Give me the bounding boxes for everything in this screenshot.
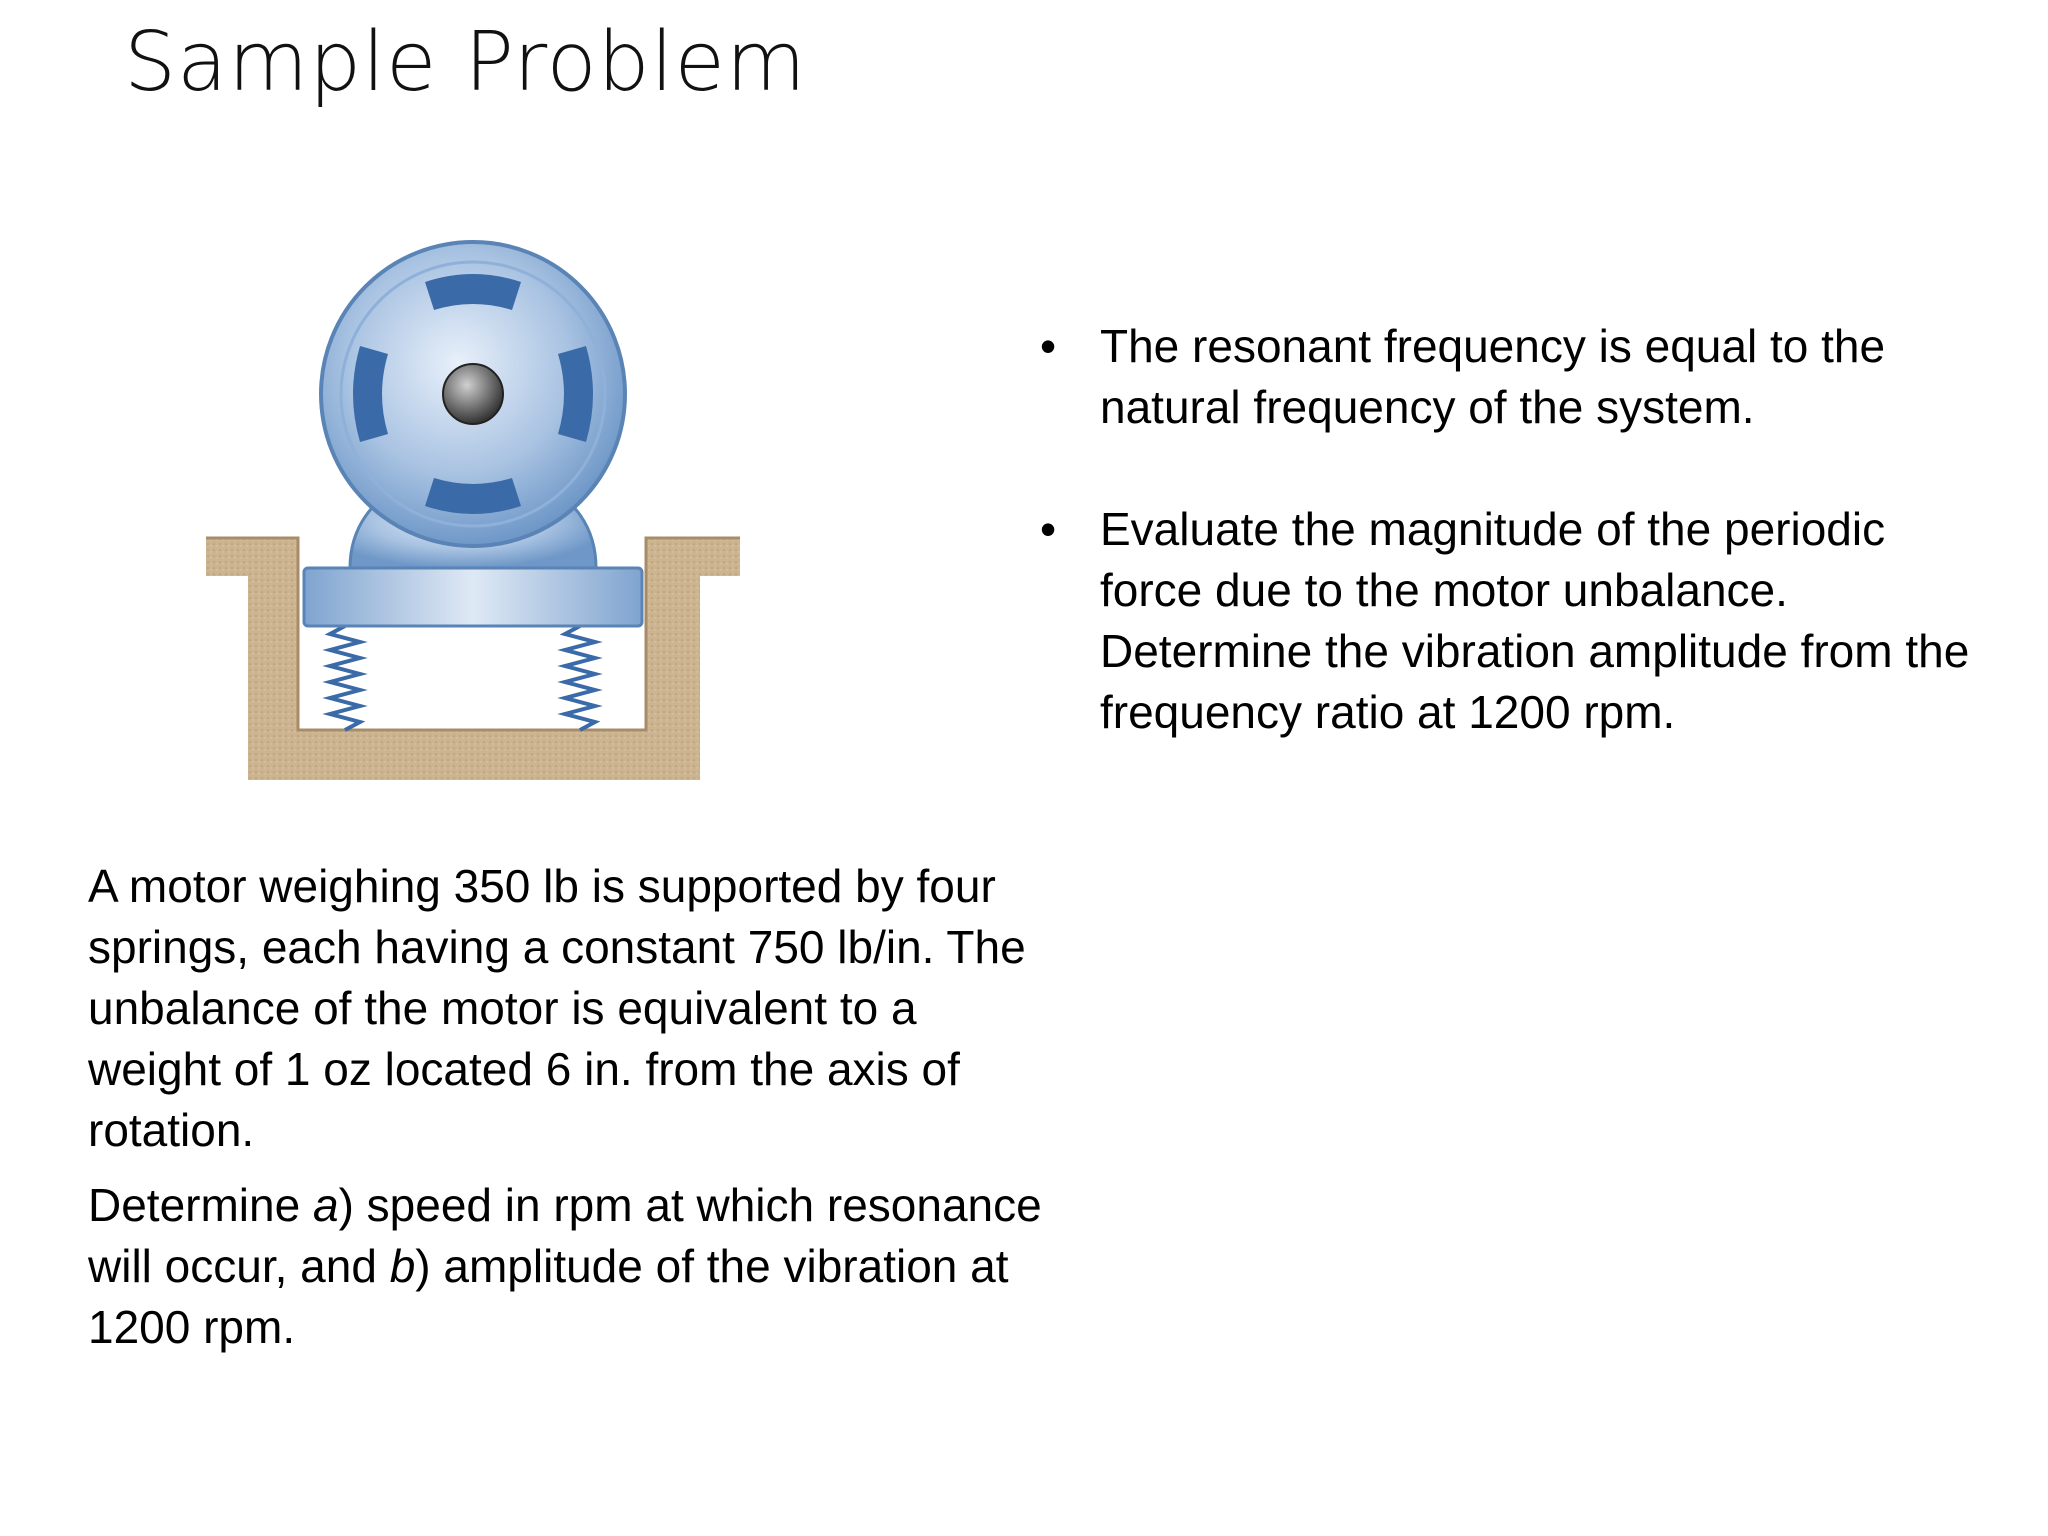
bullet-marker: • <box>1040 503 1057 555</box>
slide-title: Sample Problem <box>124 15 807 110</box>
problem-statement: A motor weighing 350 lb is supported by four springs, each having a constant 750 lb/in. The unbalance of the motor is equivalent to a weight of 1 oz located 6 in. from the axis of rotation. <box>88 860 1026 1156</box>
bullet-text: The resonant frequency is equal to the natural frequency of the system. <box>1100 320 1886 433</box>
part-a-text: ) speed in rpm at which resonance will occur, and <box>88 1179 1042 1292</box>
bullet-item <box>1040 316 2000 438</box>
bullet-list <box>1040 316 2000 804</box>
part-a-letter: a <box>312 1179 339 1231</box>
bullet-marker: • <box>1040 320 1057 372</box>
part-b-letter: b <box>389 1240 416 1292</box>
problem-question <box>88 1175 1048 1358</box>
spring-mounted-motor-illustration <box>200 236 760 796</box>
motor-base <box>304 568 642 626</box>
right-spring <box>565 626 595 730</box>
left-spring <box>330 626 360 730</box>
part-b-text: ) amplitude of the vibration at 1200 rpm. <box>88 1240 1009 1353</box>
bullet-text: Evaluate the magnitude of the periodic force due to the motor unbalance. Determine the vibration amplitude from the frequency ratio at 1200 rpm. <box>1100 503 1970 738</box>
question-start: Determine <box>88 1179 313 1231</box>
problem-text <box>88 856 1048 1372</box>
motor-shaft <box>443 364 503 424</box>
bullet-item <box>1040 499 2000 743</box>
